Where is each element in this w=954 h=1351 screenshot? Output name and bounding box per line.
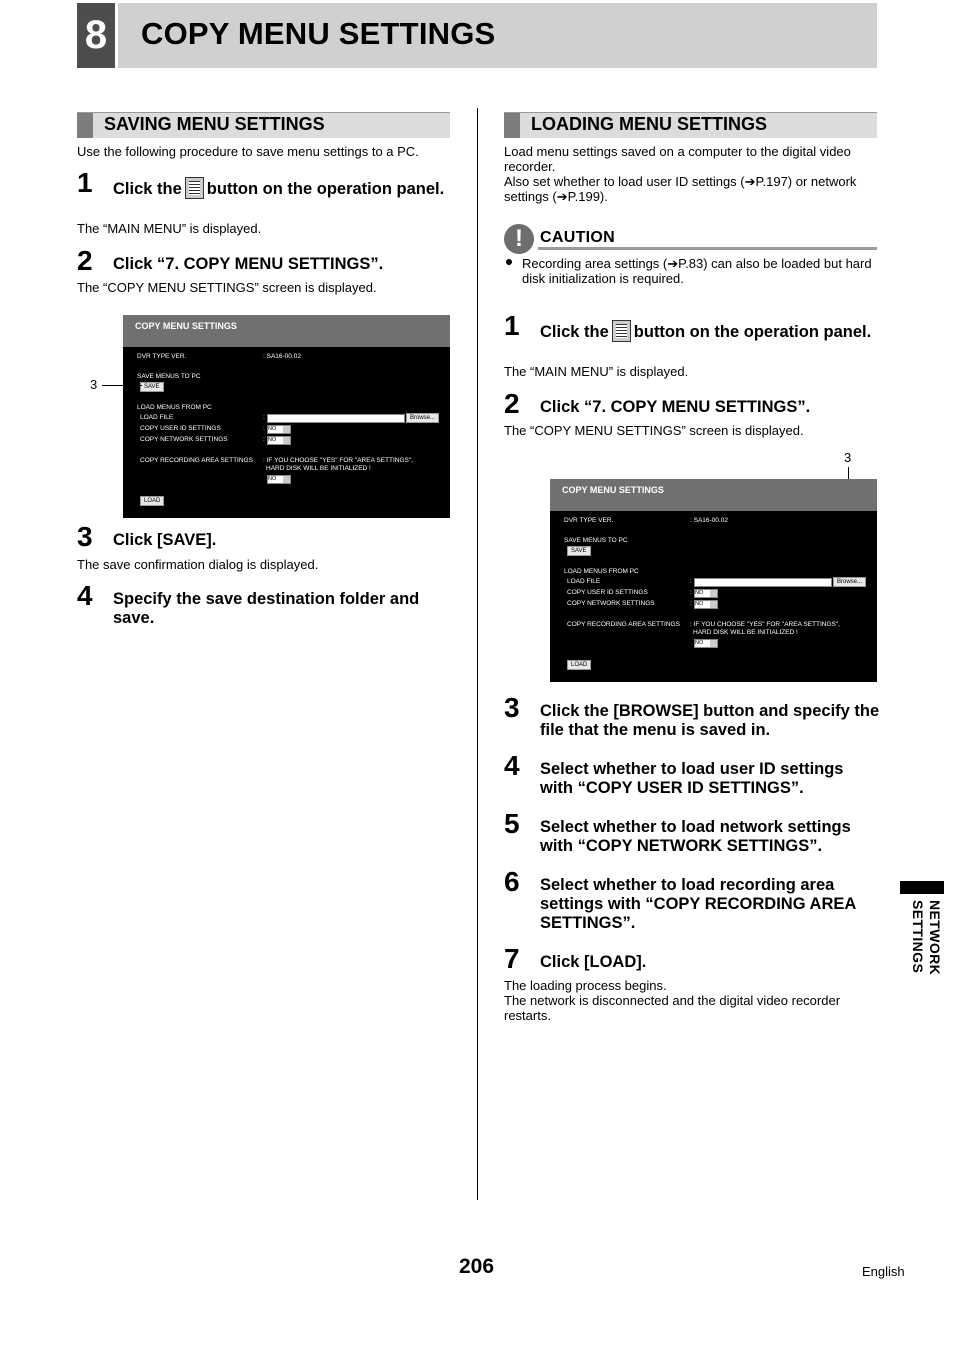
- colon: :: [690, 589, 692, 596]
- copy-network-select[interactable]: [267, 436, 291, 445]
- warning-line-1: : IF YOU CHOOSE "YES" FOR "AREA SETTINGS",: [263, 457, 413, 464]
- callout-leader: [102, 385, 142, 386]
- menu-icon: [185, 177, 204, 199]
- copy-recording-label: COPY RECORDING AREA SETTINGS: [567, 621, 680, 628]
- step-number: 3: [77, 521, 93, 552]
- section-heading-saving: [77, 112, 450, 138]
- save-button[interactable]: SAVE: [567, 546, 591, 556]
- section-heading-loading: [504, 112, 877, 138]
- step-note: The “COPY MENU SETTINGS” screen is displayed.: [504, 423, 804, 438]
- copy-user-id-label: COPY USER ID SETTINGS: [567, 589, 648, 596]
- step-note: The “COPY MENU SETTINGS” screen is displayed.: [77, 280, 377, 295]
- save-section-label: SAVE MENUS TO PC: [564, 537, 628, 544]
- page-number: 206: [459, 1255, 495, 1278]
- copy-recording-select[interactable]: [694, 639, 718, 648]
- load-file-input[interactable]: [267, 414, 405, 423]
- load-file-label: LOAD FILE: [567, 578, 601, 585]
- warning-line-2: HARD DISK WILL BE INITIALIZED !: [266, 465, 371, 472]
- callout-number: 3: [90, 377, 98, 392]
- colon: :: [263, 414, 265, 421]
- caution-item: Recording area settings (➔P.83) can also be loaded but hard disk initialization is required.: [522, 256, 872, 286]
- step-number: 4: [77, 580, 93, 611]
- step-text: Click [LOAD].: [540, 953, 647, 971]
- section-heading-text: LOADING MENU SETTINGS: [531, 114, 768, 134]
- chevron-down-icon: [283, 476, 290, 483]
- side-tab-label: NETWORK SETTINGS: [910, 900, 943, 976]
- caution-rule: [538, 247, 877, 250]
- step-note: The network is disconnected and the digital video recorder restarts.: [504, 993, 841, 1023]
- screen-title: COPY MENU SETTINGS: [135, 321, 237, 331]
- section-marker: [504, 113, 520, 138]
- select-value: NO: [695, 601, 704, 607]
- select-value: NO: [695, 590, 704, 596]
- dvr-type-label: DVR TYPE VER.: [564, 517, 614, 524]
- browse-button[interactable]: Browse...: [833, 577, 866, 587]
- step-number: 2: [504, 388, 520, 419]
- colon: :: [690, 578, 692, 585]
- step-text: Click the [BROWSE] button and specify the file that the menu is saved in.: [540, 702, 880, 739]
- copy-user-id-select[interactable]: [694, 589, 718, 598]
- step-number: 6: [504, 866, 520, 897]
- copy-user-id-select[interactable]: [267, 425, 291, 434]
- load-section-label: LOAD MENUS FROM PC: [137, 404, 212, 411]
- copy-recording-select[interactable]: [267, 475, 291, 484]
- colon: :: [263, 425, 265, 432]
- step-number: 1: [504, 310, 520, 341]
- browse-button[interactable]: Browse...: [406, 413, 439, 423]
- load-section-label: LOAD MENUS FROM PC: [564, 568, 639, 575]
- right-intro-2: Also set whether to load user ID settings (➔P.197) or network settings (➔P.199).: [504, 174, 857, 204]
- step-text-a: Click the: [113, 180, 182, 198]
- chevron-down-icon: [710, 590, 717, 597]
- step-note: The “MAIN MENU” is displayed.: [504, 364, 689, 379]
- step-text-b: button on the operation panel.: [206, 180, 445, 198]
- step-note: The loading process begins.: [504, 978, 667, 993]
- step-text-b: button on the operation panel.: [633, 323, 872, 341]
- step-text: Select whether to load user ID settings with “COPY USER ID SETTINGS”.: [540, 760, 844, 797]
- copy-menu-screenshot-load: [550, 479, 877, 682]
- copy-user-id-label: COPY USER ID SETTINGS: [140, 425, 221, 432]
- chevron-down-icon: [710, 640, 717, 647]
- step-number: 4: [504, 750, 520, 781]
- left-intro: Use the following procedure to save menu settings to a PC.: [77, 144, 419, 159]
- right-intro-1: Load menu settings saved on a computer to the digital video recorder.: [504, 144, 851, 174]
- step-number: 3: [504, 692, 520, 723]
- dvr-type-label: DVR TYPE VER.: [137, 353, 187, 360]
- select-value: NO: [695, 640, 704, 646]
- copy-menu-screenshot-save: [123, 315, 450, 518]
- language-label: English: [862, 1264, 905, 1279]
- column-divider: [477, 108, 478, 1200]
- step-text: Click “7. COPY MENU SETTINGS”.: [540, 398, 811, 416]
- step-number: 7: [504, 943, 520, 974]
- copy-recording-label: COPY RECORDING AREA SETTINGS: [140, 457, 253, 464]
- caution-label: CAUTION: [540, 229, 615, 246]
- save-section-label: SAVE MENUS TO PC: [137, 373, 201, 380]
- colon: :: [690, 600, 692, 607]
- step-number: 1: [77, 167, 93, 198]
- select-value: NO: [268, 476, 277, 482]
- chapter-number: 8: [77, 3, 115, 68]
- copy-network-label: COPY NETWORK SETTINGS: [140, 436, 228, 443]
- save-button[interactable]: SAVE: [140, 382, 164, 392]
- step-text: [540, 320, 875, 342]
- step-text: Click [SAVE].: [113, 531, 217, 549]
- copy-network-select[interactable]: [694, 600, 718, 609]
- chevron-down-icon: [283, 437, 290, 444]
- side-tab-marker: [900, 881, 944, 894]
- callout-number: 3: [844, 450, 852, 465]
- warning-line-2: HARD DISK WILL BE INITIALIZED !: [693, 629, 798, 636]
- chevron-down-icon: [283, 426, 290, 433]
- caution-icon: !: [504, 224, 534, 254]
- step-text: [113, 177, 448, 199]
- copy-network-label: COPY NETWORK SETTINGS: [567, 600, 655, 607]
- load-button[interactable]: LOAD: [567, 660, 591, 670]
- bullet-icon: [506, 259, 512, 265]
- step-note: The save confirmation dialog is displayed.: [77, 557, 319, 572]
- chevron-down-icon: [710, 601, 717, 608]
- load-file-label: LOAD FILE: [140, 414, 174, 421]
- step-text-a: Click the: [540, 323, 609, 341]
- step-text: Select whether to load recording area settings with “COPY RECORDING AREA SETTINGS”.: [540, 876, 856, 932]
- menu-icon: [612, 320, 631, 342]
- dvr-type-value: : SA16-00.02: [263, 353, 301, 360]
- select-value: NO: [268, 437, 277, 443]
- select-value: NO: [268, 426, 277, 432]
- warning-line-1: : IF YOU CHOOSE "YES" FOR "AREA SETTINGS",: [690, 621, 840, 628]
- load-file-input[interactable]: [694, 578, 832, 587]
- step-note: The “MAIN MENU” is displayed.: [77, 221, 262, 236]
- step-number: 2: [77, 245, 93, 276]
- screen-title-bar: [123, 315, 450, 347]
- colon: :: [263, 436, 265, 443]
- dvr-type-value: : SA16-00.02: [690, 517, 728, 524]
- step-number: 5: [504, 808, 520, 839]
- chapter-title: COPY MENU SETTINGS: [141, 16, 496, 51]
- screen-title-bar: [550, 479, 877, 511]
- step-text: Select whether to load network settings with “COPY NETWORK SETTINGS”.: [540, 818, 851, 855]
- screen-title: COPY MENU SETTINGS: [562, 485, 664, 495]
- step-text: Click “7. COPY MENU SETTINGS”.: [113, 255, 384, 273]
- section-marker: [77, 113, 93, 138]
- step-text: Specify the save destination folder and save.: [113, 590, 420, 627]
- load-button[interactable]: LOAD: [140, 496, 164, 506]
- section-heading-text: SAVING MENU SETTINGS: [104, 114, 325, 134]
